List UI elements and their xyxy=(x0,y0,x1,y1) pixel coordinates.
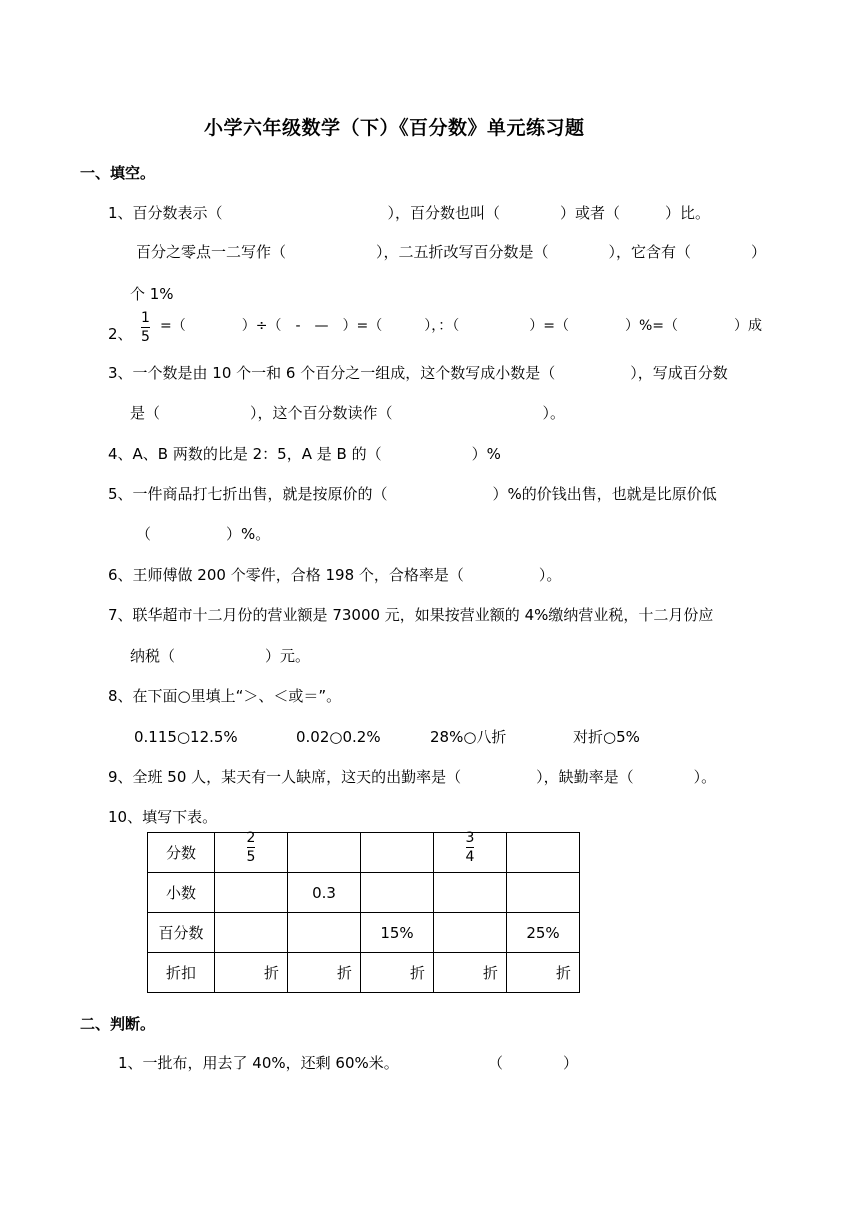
question-2-expression: =（ ）÷（ - — ）=（ ），：（ ）=（ ）%=（ ）成 xyxy=(160,318,763,334)
question-8-line-1: 8、在下面○里填上“＞、＜或＝”。 xyxy=(108,687,342,705)
table-cell[interactable]: 折 xyxy=(215,953,288,993)
table-cell[interactable] xyxy=(507,873,580,913)
question-2-fraction xyxy=(141,310,150,345)
table-cell[interactable] xyxy=(434,913,507,953)
fraction-bar xyxy=(247,847,256,848)
question-6: 6、王师傅做 200 个零件，合格 198 个，合格率是（ ）。 xyxy=(108,566,562,584)
question-9: 9、全班 50 人，某天有一人缺席，这天的出勤率是（ ），缺勤率是（ ）。 xyxy=(108,768,717,786)
section-heading-fill-in: 一、填空。 xyxy=(80,164,156,182)
table-cell[interactable]: 折 xyxy=(507,953,580,993)
table-cell[interactable] xyxy=(507,833,580,873)
fraction-numerator: 2 xyxy=(246,830,256,846)
comparison-item: 0.115○12.5% xyxy=(134,728,238,746)
question-1-line-2: 百分之零点一二写作（ ），二五折改写百分数是（ ），它含有（ ） xyxy=(136,243,767,261)
table-cell[interactable] xyxy=(361,873,434,913)
table-cell[interactable]: 15% xyxy=(361,913,434,953)
table-cell[interactable] xyxy=(288,913,361,953)
table-cell[interactable] xyxy=(215,830,288,873)
table-cell[interactable] xyxy=(288,833,361,873)
table-row xyxy=(148,833,580,873)
comparison-item: 28%○八折 xyxy=(430,728,507,746)
fraction xyxy=(466,830,475,865)
page-title: 小学六年级数学（下）《百分数》单元练习题 xyxy=(204,117,585,139)
table-cell[interactable]: 0.3 xyxy=(288,873,361,913)
question-5-line-1: 5、一件商品打七折出售，就是按原价的（ ）%的价钱出售，也就是比原价低 xyxy=(108,485,717,503)
table-cell[interactable] xyxy=(215,873,288,913)
table-cell[interactable]: 折 xyxy=(288,953,361,993)
question-7-line-1: 7、联华超市十二月份的营业额是 73000 元，如果按营业额的 4%缴纳营业税，十二月份应 xyxy=(108,606,714,624)
table-row xyxy=(148,873,580,913)
fraction-numerator: 3 xyxy=(465,830,475,846)
question-3-line-1: 3、一个数是由 10 个一和 6 个百分之一组成，这个数写成小数是（ ），写成百分数 xyxy=(108,364,728,382)
judgement-1-answer-blank[interactable]: （ ） xyxy=(488,1054,579,1072)
fraction-bar xyxy=(141,327,150,328)
question-1-line-3: 个 1% xyxy=(130,285,174,303)
question-10-label: 10、填写下表。 xyxy=(108,808,218,826)
fraction xyxy=(247,830,256,865)
question-2-prefix: 2、 xyxy=(108,325,133,343)
row-header: 分数 xyxy=(148,833,215,873)
fraction-denominator: 5 xyxy=(246,849,256,865)
table-cell[interactable] xyxy=(434,873,507,913)
comparison-item: 0.02○0.2% xyxy=(296,728,381,746)
table-cell[interactable] xyxy=(215,913,288,953)
fraction-numerator: 1 xyxy=(141,310,150,326)
row-header: 小数 xyxy=(148,873,215,913)
table-cell[interactable]: 折 xyxy=(361,953,434,993)
table-row xyxy=(148,913,580,953)
table-row xyxy=(148,953,580,993)
question-3-line-2: 是（ ），这个百分数读作（ ）。 xyxy=(130,404,566,422)
fraction-denominator: 4 xyxy=(465,849,475,865)
fill-in-table xyxy=(147,832,580,993)
row-header: 百分数 xyxy=(148,913,215,953)
table-cell[interactable]: 25% xyxy=(507,913,580,953)
comparison-item: 对折○5% xyxy=(573,728,640,746)
fraction-bar xyxy=(466,847,475,848)
judgement-1-text: 1、一批布，用去了 40%，还剩 60%米。 xyxy=(118,1054,399,1072)
question-7-line-2: 纳税（ ）元。 xyxy=(130,647,311,665)
table-cell[interactable] xyxy=(434,830,507,873)
question-4: 4、A、B 两数的比是 2：5，A 是 B 的（ ）% xyxy=(108,445,501,463)
question-1-line-1: 1、百分数表示（ ），百分数也叫（ ）或者（ ）比。 xyxy=(108,204,711,222)
table-cell[interactable]: 折 xyxy=(434,953,507,993)
question-5-line-2: （ ）%。 xyxy=(136,525,271,543)
row-header: 折扣 xyxy=(148,953,215,993)
section-heading-judgement: 二、判断。 xyxy=(80,1015,156,1033)
table-cell[interactable] xyxy=(361,833,434,873)
fraction-denominator: 5 xyxy=(141,329,150,345)
